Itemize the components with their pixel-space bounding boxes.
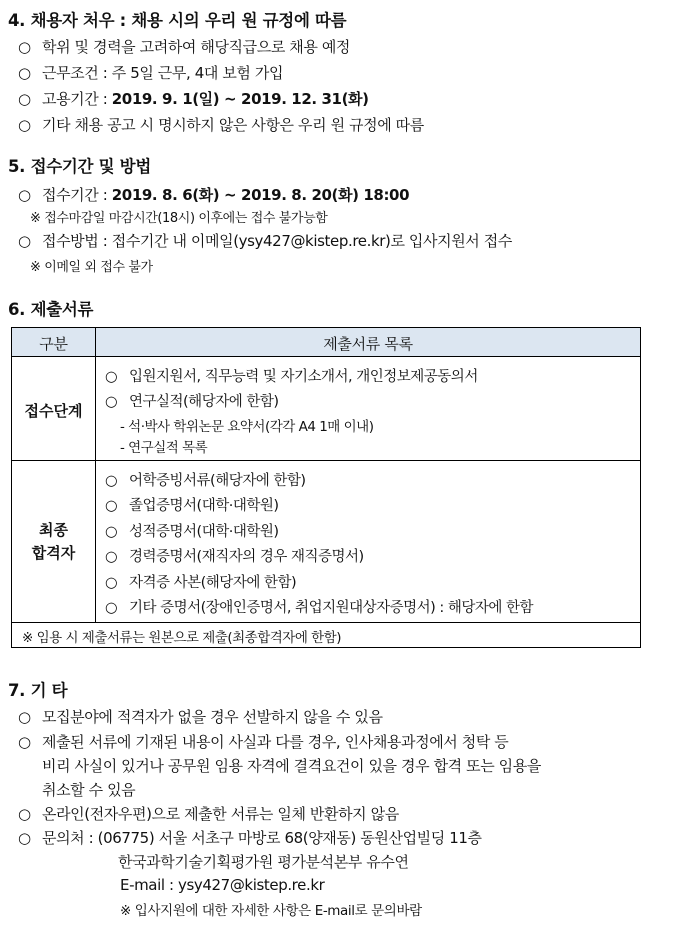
document-item: ○ 연구실적(해당자에 한함) [105,394,279,410]
bullet-icon: ○ [18,186,31,204]
period-note: ※ 접수마감일 마감시간(18시) 이후에는 접수 불가능함 [30,211,328,226]
bullet-icon: ○ [105,524,118,540]
bullet-icon: ○ [105,575,118,591]
section-6-title: 6. 제출서류 [8,300,94,319]
bullet-icon: ○ [105,369,118,385]
list-item: ○ 학위 및 경력을 고려하여 해당직급으로 채용 예정 [18,38,351,56]
document-item: ○ 자격증 사본(해당자에 한함) [105,575,297,591]
section-7-title: 7. 기 타 [8,681,68,700]
column-divider [95,328,96,622]
stage-label-final: 최종 합격자 [31,521,76,562]
bullet-icon: ○ [105,549,118,565]
bullet-icon: ○ [105,473,118,489]
application-method: ○ 접수방법 : 접수기간 내 이메일(ysy427@kistep.re.kr)로 입사지원서 접수 [18,232,512,250]
list-item-continuation: 비리 사실이 있거나 공무원 임용 자격에 결격요건이 있을 경우 합격 또는 임용을 [42,757,541,775]
bullet-icon: ○ [18,733,31,751]
list-item-continuation: 취소할 수 있음 [42,781,136,799]
bullet-icon: ○ [18,805,31,823]
section-5-title: 5. 접수기간 및 방법 [8,157,151,176]
table-footnote: ※ 임용 시 제출서류는 원본으로 제출(최종합격자에 한함) [22,630,341,646]
stage-label-application: 접수단계 [24,402,83,420]
bullet-icon: ○ [105,498,118,514]
bullet-icon: ○ [18,90,31,108]
section-4-title: 4. 채용자 처우 : 채용 시의 우리 원 규정에 따름 [8,11,347,30]
employment-period: ○ 고용기간 : 2019. 9. 1(일) ~ 2019. 12. 31(화) [18,90,369,108]
bullet-icon: ○ [18,232,31,250]
bullet-icon: ○ [18,829,31,847]
document-item: ○ 기타 증명서(장애인증명서, 취업지원대상자증명서) : 해당자에 한함 [105,600,534,616]
header-documents: 제출서류 목록 [323,335,413,353]
bullet-icon: ○ [18,708,31,726]
bullet-icon: ○ [18,64,31,82]
list-item: ○ 온라인(전자우편)으로 제출한 서류는 일체 반환하지 않음 [18,805,399,823]
bullet-icon: ○ [105,600,118,616]
contact-address: ○ 문의처 : (06775) 서울 서초구 마방로 68(양재동) 동원산업빌딩 11층 [18,829,482,847]
application-period: ○ 접수기간 : 2019. 8. 6(화) ~ 2019. 8. 20(화) 18:00 [18,186,410,204]
list-item: ○ 기타 채용 공고 시 명시하지 않은 사항은 우리 원 규정에 따름 [18,116,424,134]
document-subitem: - 연구실적 목록 [120,440,208,456]
header-category: 구분 [39,335,68,353]
row-divider [12,460,640,461]
document-item: ○ 졸업증명서(대학·대학원) [105,498,279,514]
contact-email: E-mail : ysy427@kistep.re.kr [120,876,325,894]
bullet-icon: ○ [105,394,118,410]
document-item: ○ 성적증명서(대학·대학원) [105,524,279,540]
method-note: ※ 이메일 외 접수 불가 [30,260,153,275]
documents-table [11,327,641,648]
document-item: ○ 어학증빙서류(해당자에 한함) [105,473,306,489]
bullet-icon: ○ [18,38,31,56]
document-subitem: - 석·박사 학위논문 요약서(각각 A4 1매 이내) [120,419,374,435]
row-divider [12,622,640,623]
list-item: ○ 근무조건 : 주 5일 근무, 4대 보험 가입 [18,64,284,82]
document-item: ○ 입원지원서, 직무능력 및 자기소개서, 개인정보제공동의서 [105,369,478,385]
bullet-icon: ○ [18,116,31,134]
list-item: ○ 모집분야에 적격자가 없을 경우 선발하지 않을 수 있음 [18,708,383,726]
list-item: ○ 제출된 서류에 기재된 내용이 사실과 다를 경우, 인사채용과정에서 청탁 등 [18,733,509,751]
document-item: ○ 경력증명서(재직자의 경우 재직증명서) [105,549,364,565]
contact-org: 한국과학기술기획평가원 평가분석본부 유수연 [118,853,409,871]
contact-note: ※ 입사지원에 대한 자세한 사항은 E-mail로 문의바람 [120,903,422,919]
